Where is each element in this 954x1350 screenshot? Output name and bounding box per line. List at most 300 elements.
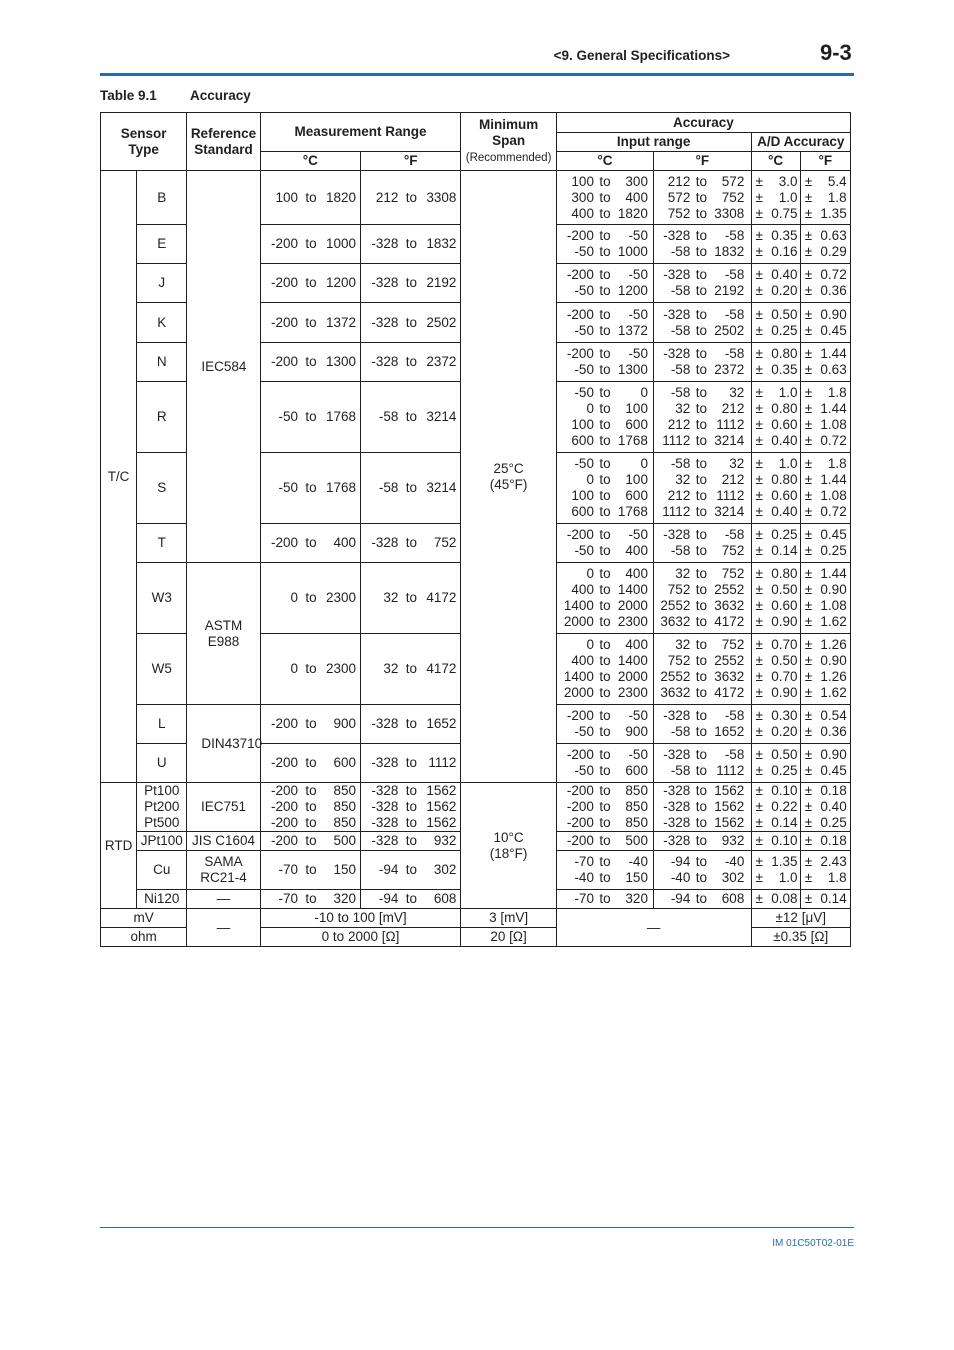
range-low: 400 (571, 205, 594, 221)
rtd-minimum-span (461, 783, 556, 909)
range-high: -50 (628, 228, 648, 243)
range-high: 600 (625, 417, 648, 432)
accuracy-value: 0.20 (771, 283, 798, 298)
range-low: -70 (574, 891, 594, 906)
range-to: to (305, 815, 317, 830)
plus-minus-sign: ± (804, 362, 813, 377)
range-high: 1200 (617, 283, 648, 298)
input-range-line (654, 527, 750, 543)
input-range-line (654, 228, 750, 244)
measurement-range-f (361, 634, 461, 705)
accuracy-line (756, 362, 800, 378)
range-to: to (599, 385, 611, 400)
range-to: to (695, 267, 707, 282)
range-low: -70 (574, 854, 594, 869)
accuracy-line (756, 598, 800, 614)
range-low: -200 (270, 799, 298, 814)
input-range (562, 307, 648, 323)
range-to: to (695, 724, 707, 739)
accuracy-line (756, 891, 800, 907)
sensor-type: B (137, 171, 187, 225)
span-c: 25°C (493, 460, 524, 476)
range-low: -200 (566, 708, 594, 723)
input-range-line (654, 747, 750, 763)
input-range-line (557, 833, 653, 849)
range-high: 850 (333, 815, 356, 830)
sensor-type: L (137, 705, 187, 744)
input-range-line (654, 504, 750, 520)
accuracy-value: 0.18 (820, 833, 847, 848)
input-range-f (654, 634, 751, 705)
accuracy-f (800, 303, 850, 343)
accuracy-line (756, 833, 800, 849)
plus-minus-sign: ± (804, 433, 813, 448)
range-to: to (599, 472, 611, 487)
input-range (562, 566, 648, 582)
plus-minus-sign: ± (804, 799, 813, 814)
accuracy-c (751, 783, 800, 832)
range-high: 1832 (714, 244, 745, 259)
range-high: 500 (625, 833, 648, 848)
range-low: -58 (378, 409, 399, 424)
range-high: 752 (721, 543, 745, 558)
col-acc-f: °F (800, 152, 850, 171)
accuracy-value: 0.29 (820, 244, 847, 259)
accuracy-line (756, 799, 800, 815)
accuracy-value: 0.54 (820, 708, 847, 723)
accuracy-line (805, 724, 850, 740)
range-to: to (599, 669, 611, 684)
input-range-line (557, 614, 653, 630)
span-f: (45°F) (489, 476, 528, 492)
range-high: 1112 (428, 755, 457, 770)
sensor-type-name: JPt100 (140, 833, 183, 848)
ad-accuracy: ±0.35 [Ω] (751, 928, 850, 947)
range-high: 2000 (617, 669, 648, 684)
accuracy-line (805, 346, 850, 362)
accuracy-line (756, 433, 800, 449)
input-range-f (654, 851, 751, 890)
accuracy-c (751, 382, 800, 453)
accuracy-line (756, 488, 800, 504)
range-low: 212 (375, 189, 399, 205)
range-to: to (599, 283, 611, 298)
range-high: 608 (721, 891, 745, 906)
input-range-c (556, 303, 653, 343)
input-range-line (557, 283, 653, 299)
input-range (562, 614, 648, 630)
input-range-c (556, 744, 653, 783)
accuracy-line (756, 401, 800, 417)
range-to: to (405, 189, 418, 205)
range-high: 752 (721, 189, 745, 205)
range-low: -58 (378, 480, 399, 495)
plus-minus-sign: ± (804, 815, 813, 830)
range-to: to (599, 346, 611, 361)
range-c (262, 315, 356, 331)
measurement-range-c (260, 453, 360, 524)
range-to: to (305, 716, 317, 731)
accuracy-value: 0.60 (771, 598, 798, 613)
range-f (362, 815, 456, 831)
range-low: -200 (566, 783, 594, 798)
range-low: -200 (270, 236, 298, 251)
accuracy-value: 0.18 (820, 783, 847, 798)
range-low: 400 (571, 653, 594, 668)
accuracy-c (751, 171, 800, 225)
plus-minus-sign: ± (804, 173, 813, 189)
input-range (562, 174, 648, 190)
accuracy-value: 0.90 (820, 747, 847, 762)
input-range-f (654, 225, 751, 264)
range-c (262, 862, 356, 878)
accuracy-value: 0.80 (771, 401, 798, 416)
col-reference-standard: Reference Standard (187, 113, 260, 171)
input-range-line (557, 244, 653, 260)
plus-minus-sign: ± (755, 283, 763, 298)
accuracy-value: 0.35 (771, 228, 798, 243)
range-low: 400 (571, 582, 594, 597)
range-c (262, 409, 356, 425)
sensor-type (137, 832, 187, 851)
accuracy-value: 2.43 (820, 854, 847, 869)
accuracy-value: 0.90 (771, 685, 798, 700)
accuracy-value: 0.35 (771, 362, 798, 377)
range-low: -328 (371, 815, 399, 830)
input-range (562, 401, 648, 417)
accuracy-line (805, 669, 850, 685)
accuracy-value: 1.8 (827, 385, 847, 400)
range-high: -50 (628, 267, 648, 282)
input-range-line (557, 323, 653, 339)
range-to: to (405, 354, 418, 369)
input-range (660, 385, 744, 401)
plus-minus-sign: ± (755, 472, 763, 487)
range-low: 752 (667, 205, 691, 221)
input-range-c (556, 851, 653, 890)
input-range-line (654, 854, 750, 870)
accuracy-c (751, 343, 800, 382)
range-to: to (695, 669, 707, 684)
measurement-range-f (361, 744, 461, 783)
range-high: 400 (625, 637, 648, 652)
accuracy-line (756, 346, 800, 362)
plus-minus-sign: ± (804, 346, 813, 361)
accuracy-c (751, 453, 800, 524)
input-range-line (654, 891, 750, 907)
range-c (262, 480, 356, 496)
accuracy-value: 0.75 (771, 205, 798, 221)
recommended-note: (Recommended) (465, 152, 552, 164)
input-range (660, 346, 744, 362)
input-range-line (654, 598, 750, 614)
range-high: 0 (640, 456, 648, 471)
range-line (361, 783, 456, 799)
range-to: to (695, 854, 707, 869)
input-range-c (556, 382, 653, 453)
range-high: 1400 (617, 653, 648, 668)
range-low: -328 (371, 833, 399, 848)
input-range (562, 472, 648, 488)
accuracy-value: 0.14 (820, 891, 847, 906)
range-c (262, 535, 356, 551)
range-low: -328 (663, 306, 691, 322)
range-to: to (599, 708, 611, 723)
minimum-span: 3 [mV] (461, 909, 556, 928)
range-f (362, 354, 456, 370)
minimum-span-label: Minimum Span (478, 117, 539, 148)
accuracy-value: 0.20 (771, 724, 798, 739)
accuracy-value: 0.25 (771, 527, 798, 542)
sensor-type: T (137, 524, 187, 563)
range-high: 302 (433, 862, 457, 877)
input-range (562, 708, 648, 724)
accuracy-line (805, 190, 850, 206)
range-low: 2000 (563, 685, 594, 700)
accuracy-line (805, 362, 850, 378)
sensor-type: U (137, 744, 187, 783)
range-to: to (599, 763, 611, 778)
input-range (562, 385, 648, 401)
accuracy-value: 0.36 (820, 283, 847, 298)
range-to: to (695, 417, 707, 432)
sensor-type-name: Ni120 (144, 891, 180, 906)
range-high: 1000 (617, 244, 648, 259)
range-to: to (695, 783, 707, 798)
input-range (660, 799, 744, 815)
range-f (362, 535, 456, 551)
input-range (660, 206, 744, 222)
accuracy-value: 0.14 (771, 815, 798, 830)
range-low: -50 (574, 543, 594, 558)
accuracy-line (805, 228, 850, 244)
accuracy-value: 1.26 (820, 637, 847, 652)
range-f (362, 799, 456, 815)
input-range (562, 653, 648, 669)
accuracy-value: 1.62 (820, 685, 847, 700)
accuracy-value: 0.16 (771, 244, 798, 259)
accuracy-line (805, 685, 850, 701)
input-range-line (557, 582, 653, 598)
plus-minus-sign: ± (755, 401, 763, 416)
accuracy-line (805, 543, 850, 559)
accuracy-f (800, 171, 850, 225)
accuracy-value: 0.80 (771, 472, 798, 487)
measurement-range-c (260, 382, 360, 453)
accuracy-f (800, 524, 850, 563)
group-tc: T/C (101, 171, 137, 783)
input-range (562, 543, 648, 559)
range-high: 3308 (714, 205, 745, 221)
accuracy-line (805, 833, 850, 849)
range-low: -58 (670, 362, 691, 377)
accuracy-value: 0.50 (771, 306, 798, 322)
input-range-f (654, 890, 751, 909)
accuracy-value: 0.70 (771, 637, 798, 652)
range-low: 212 (667, 488, 691, 503)
range-low: -58 (670, 385, 691, 400)
sensor-type-name: Pt500 (144, 815, 180, 830)
accuracy-line (805, 206, 850, 222)
range-to: to (599, 267, 611, 282)
input-range-line (557, 174, 653, 190)
accuracy-line (756, 228, 800, 244)
range-low: -200 (270, 716, 298, 731)
range-high: 150 (625, 870, 648, 885)
accuracy-value: 1.8 (827, 870, 847, 885)
input-range (660, 783, 744, 799)
accuracy-line (756, 708, 800, 724)
input-range (562, 244, 648, 260)
accuracy-value: 0.60 (771, 488, 798, 503)
plus-minus-sign: ± (755, 833, 763, 848)
range-f (362, 755, 456, 771)
range-to: to (405, 661, 418, 676)
range-high: 900 (333, 716, 356, 731)
input-range-f (654, 705, 751, 744)
input-range-c (556, 705, 653, 744)
range-low: 2000 (563, 614, 594, 629)
accuracy-f (800, 343, 850, 382)
accuracy-line (756, 543, 800, 559)
input-range-f (654, 563, 751, 634)
range-to: to (599, 433, 611, 448)
measurement-range-c (260, 171, 360, 225)
plus-minus-sign: ± (755, 669, 763, 684)
range-low: 2552 (660, 669, 691, 684)
plus-minus-sign: ± (804, 504, 813, 519)
input-range-line (654, 582, 750, 598)
range-to: to (599, 456, 611, 471)
plus-minus-sign: ± (755, 205, 763, 221)
measurement-range-f (361, 890, 461, 909)
range-low: -328 (663, 527, 691, 542)
range-low: 300 (571, 189, 594, 205)
accuracy-line (756, 637, 800, 653)
range-high: 150 (333, 862, 356, 877)
range-low: -200 (566, 833, 594, 848)
input-range (562, 763, 648, 779)
range-low: 0 (586, 472, 594, 487)
sensor-type: N (137, 343, 187, 382)
col-measurement-range: Measurement Range (260, 113, 461, 152)
range-high: 4172 (714, 614, 745, 629)
range-to: to (695, 747, 707, 762)
col-ir-c: °C (556, 152, 653, 171)
sensor-type: S (137, 453, 187, 524)
range-to: to (305, 354, 317, 369)
accuracy-value: 0.50 (771, 582, 798, 597)
measurement-range-f (361, 343, 461, 382)
range-low: -50 (574, 322, 594, 338)
measurement-range-f (361, 264, 461, 303)
input-range-line (557, 267, 653, 283)
accuracy-value: 1.35 (820, 205, 847, 221)
range-to: to (695, 433, 707, 448)
input-range-line (654, 190, 750, 206)
accuracy-value: 0.22 (771, 799, 798, 814)
accuracy-line (805, 783, 850, 799)
range-high: 2372 (714, 362, 745, 377)
sensor-type: J (137, 264, 187, 303)
range-high: 1832 (426, 236, 457, 251)
range-low: 600 (571, 433, 594, 448)
input-range-line (654, 433, 750, 449)
range-to: to (599, 653, 611, 668)
range-low: 572 (667, 189, 691, 205)
range-f (362, 315, 456, 331)
accuracy-line (756, 417, 800, 433)
sensor-type: W5 (137, 634, 187, 705)
range-to: to (305, 783, 317, 798)
accuracy-value: 0.40 (771, 433, 798, 448)
range-to: to (405, 783, 418, 798)
range-low: 100 (571, 488, 594, 503)
input-range (660, 854, 744, 870)
range-high: 1562 (714, 815, 745, 830)
range-low: -50 (574, 385, 594, 400)
range-c (262, 815, 356, 831)
range-low: -58 (670, 543, 691, 558)
range-f (362, 236, 456, 252)
range-c (262, 275, 356, 291)
accuracy-line (805, 456, 850, 472)
range-to: to (305, 590, 317, 605)
plus-minus-sign: ± (755, 614, 763, 629)
range-to: to (599, 799, 611, 814)
input-range-line (557, 346, 653, 362)
input-range (660, 417, 744, 433)
accuracy-value: 0.10 (771, 833, 798, 848)
plus-minus-sign: ± (804, 763, 813, 778)
range-to: to (599, 833, 611, 848)
input-range (562, 267, 648, 283)
range-high: 1820 (325, 189, 356, 205)
accuracy-value: 0.50 (771, 653, 798, 668)
accuracy-line (756, 566, 800, 582)
measurement-range-f (361, 453, 461, 524)
range-low: -50 (574, 456, 594, 471)
range-to: to (695, 614, 707, 629)
accuracy-c (751, 744, 800, 783)
range-low: 32 (383, 590, 399, 605)
accuracy-line (805, 472, 850, 488)
sensor-type: ohm (101, 928, 187, 947)
accuracy-value: 1.35 (771, 854, 798, 869)
accuracy-line (756, 244, 800, 260)
plus-minus-sign: ± (755, 504, 763, 519)
range-c (262, 236, 356, 252)
range-to: to (695, 306, 707, 322)
measurement-range-f (361, 524, 461, 563)
plus-minus-sign: ± (755, 456, 763, 471)
range-to: to (695, 708, 707, 723)
input-range (660, 724, 744, 740)
plus-minus-sign: ± (804, 891, 813, 906)
range-low: 0 (586, 637, 594, 652)
range-f (362, 480, 456, 496)
range-high: 1768 (617, 504, 648, 519)
accuracy-value: 0.40 (771, 267, 798, 282)
range-to: to (695, 566, 707, 581)
input-range-line (557, 566, 653, 582)
range-low: -328 (371, 716, 399, 731)
range-low: 32 (675, 566, 691, 581)
range-low: 1400 (563, 598, 594, 613)
plus-minus-sign: ± (755, 417, 763, 432)
input-range-line (654, 417, 750, 433)
range-low: -200 (566, 527, 594, 542)
